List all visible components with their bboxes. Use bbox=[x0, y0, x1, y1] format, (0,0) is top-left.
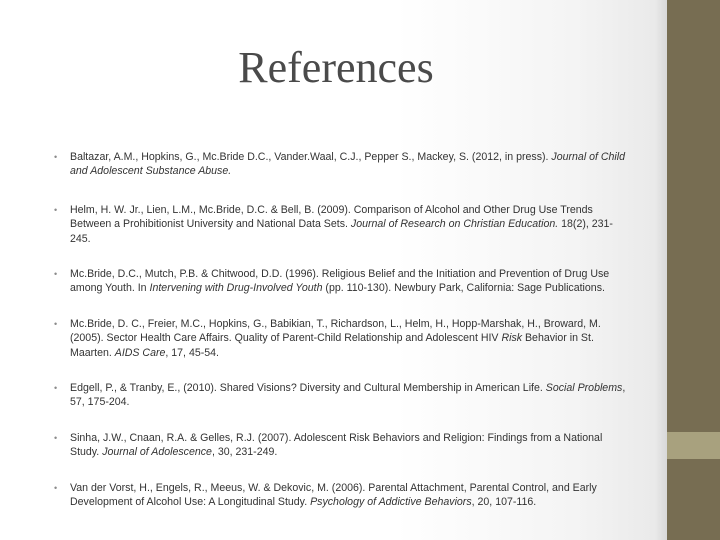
reference-text: Helm, H. W. Jr., Lien, L.M., Mc.Bride, D.C. & Bell, B. (2009). Comparison of Alcohol and Other Drug Use Trends Between a Prohibitionist University and National Data Sets. bbox=[70, 203, 593, 231]
reference-source-title: Intervening with Drug-Involved Youth bbox=[149, 282, 323, 295]
reference-source-title: Social Problems bbox=[545, 382, 623, 395]
slide-title: References bbox=[238, 43, 434, 92]
reference-text: , 30, 231-249. bbox=[211, 446, 278, 459]
reference-text: , 20, 107-116. bbox=[471, 496, 537, 509]
reference-item bbox=[52, 150, 630, 179]
bullet-icon: • bbox=[54, 318, 58, 329]
reference-text: , 57, 175-204. bbox=[70, 382, 626, 409]
reference-list bbox=[52, 150, 630, 531]
bullet-icon: • bbox=[54, 383, 58, 394]
reference-item bbox=[52, 203, 630, 246]
reference-source-title: Psychology of Addictive Behaviors bbox=[310, 496, 472, 509]
reference-text: Edgell, P., & Tranby, E., (2010). Shared Visions? Diversity and Cultural Membership in American Life. bbox=[70, 382, 546, 395]
reference-source-title: Journal of Adolescence bbox=[102, 446, 212, 459]
reference-text: Mc.Bride, D.C., Mutch, P.B. & Chitwood, D.D. (1996). Religious Belief and the Initiation and Prevention of Drug Use among Youth. In bbox=[70, 268, 610, 295]
reference-item bbox=[52, 317, 630, 360]
reference-item bbox=[52, 267, 630, 296]
reference-text: Mc.Bride, D. C., Freier, M.C., Hopkins, G., Babikian, T., Richardson, L., Helm, H., Hopp-Marshak, H., Broward, M. (2005). Sector Health Care Affairs. Quality of Parent-Child Relationship and Adolescent HIV bbox=[70, 317, 601, 345]
sidebar-accent-block bbox=[667, 432, 720, 459]
reference-text: Behavior in St. Maarten. bbox=[70, 332, 594, 359]
bullet-icon: • bbox=[54, 269, 58, 280]
reference-source-title: AIDS Care bbox=[114, 346, 166, 359]
reference-item bbox=[52, 481, 630, 510]
bullet-icon: • bbox=[54, 152, 58, 162]
reference-text: Sinha, J.W., Cnaan, R.A. & Gelles, R.J. (2007). Adolescent Risk Behaviors and Religion: Findings from a National Study. bbox=[70, 431, 603, 459]
reference-source-title: Journal of Research on Christian Education. bbox=[350, 218, 559, 231]
reference-item bbox=[52, 431, 630, 460]
bullet-icon: • bbox=[54, 432, 58, 443]
bullet-icon: • bbox=[54, 482, 58, 493]
reference-text: 18(2), 231-245. bbox=[70, 218, 613, 245]
decorative-sidebar bbox=[667, 0, 720, 540]
bullet-icon: • bbox=[54, 204, 58, 215]
reference-source-title: Risk bbox=[501, 332, 523, 345]
reference-text: , 17, 45-54. bbox=[165, 346, 219, 359]
reference-text: (pp. 110-130). Newbury Park, California: Sage Publications. bbox=[322, 282, 605, 295]
reference-item bbox=[52, 381, 630, 410]
reference-text: Van der Vorst, H., Engels, R., Meeus, W. & Dekovic, M. (2006). Parental Attachment, Parental Control, and Early Development of Alcohol Use: A Longitudinal Study. bbox=[70, 481, 597, 509]
reference-source-title: Journal of Child and Adolescent Substance Abuse. bbox=[70, 151, 626, 178]
reference-text: Baltazar, A.M., Hopkins, G., Mc.Bride D.C., Vander.Waal, C.J., Pepper S., Mackey, S. (2012, in press). bbox=[70, 151, 552, 163]
